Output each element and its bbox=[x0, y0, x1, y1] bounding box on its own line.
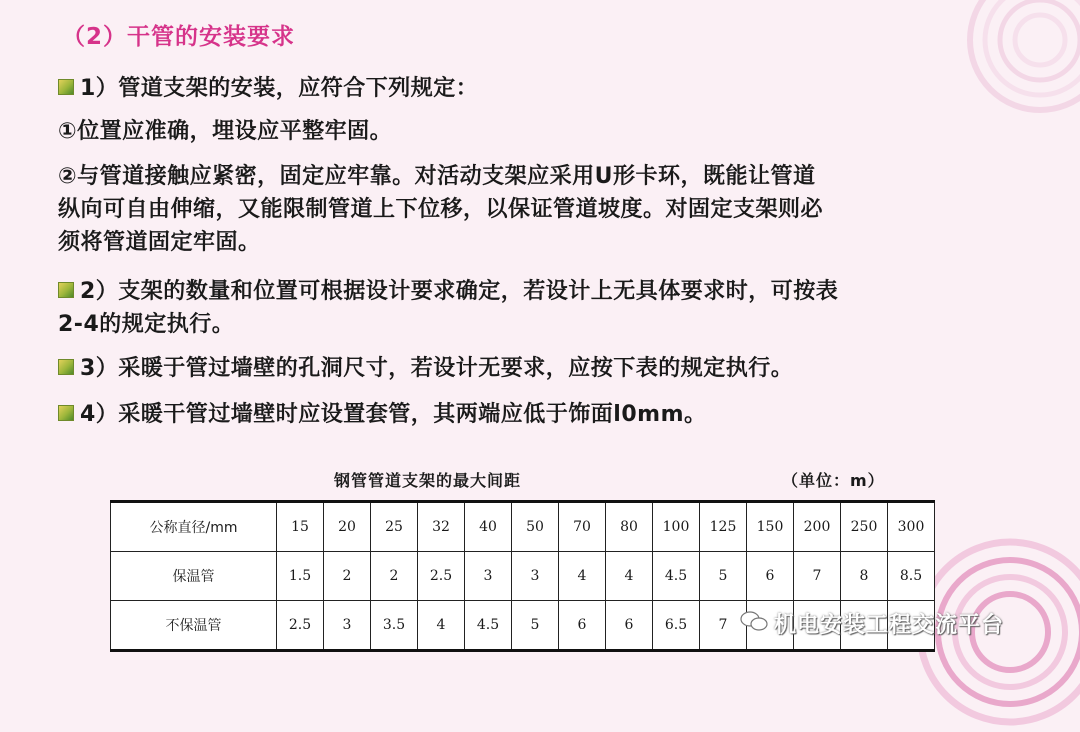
table-cell: 4 bbox=[606, 552, 653, 601]
table-cell: 2.5 bbox=[418, 552, 465, 601]
table-cell: 32 bbox=[418, 502, 465, 552]
table-cell: 125 bbox=[700, 502, 747, 552]
item-2-text: 2）支架的数量和位置可根据设计要求确定，若设计上无具体要求时，可按表 2-4的规定执行。 bbox=[58, 279, 839, 337]
table-cell: 2.5 bbox=[277, 601, 324, 651]
table-cell: 300 bbox=[888, 502, 935, 552]
item-3-text: 3）采暖于管过墙壁的孔洞尺寸，若设计无要求，应按下表的规定执行。 bbox=[58, 352, 1018, 385]
table-cell: 5 bbox=[512, 601, 559, 651]
table-row bbox=[111, 552, 935, 601]
table-cell: 80 bbox=[606, 502, 653, 552]
table-cell: 250 bbox=[841, 502, 888, 552]
table-cell: 8 bbox=[841, 552, 888, 601]
table-cell: 3.5 bbox=[371, 601, 418, 651]
table-cell: 3 bbox=[465, 552, 512, 601]
table-row bbox=[111, 502, 935, 552]
bullet-icon bbox=[58, 359, 74, 375]
table-cell: 2 bbox=[324, 552, 371, 601]
table-cell: 6 bbox=[606, 601, 653, 651]
row-label: 保温管 bbox=[111, 552, 277, 601]
table-cell: 200 bbox=[794, 502, 841, 552]
bullet-icon bbox=[58, 405, 74, 421]
table-cell: 25 bbox=[371, 502, 418, 552]
table-cell: 50 bbox=[512, 502, 559, 552]
item-1-point-2: ②与管道接触应紧密，固定应牢靠。对活动支架应采用U形卡环，既能让管道 纵向可自由伸缩，又能限制管道上下位移，以保证管道坡度。对固定支架则必 须将管道固定牢固。 bbox=[58, 164, 824, 255]
table-cell: 2 bbox=[371, 552, 418, 601]
item-4-text: 4）采暖干管过墙壁时应设置套管，其两端应低于饰面l0mm。 bbox=[58, 398, 1018, 431]
table-cell: 100 bbox=[653, 502, 700, 552]
row-label: 公称直径/mm bbox=[111, 502, 277, 552]
table-cell: 6.5 bbox=[653, 601, 700, 651]
watermark: 机电安装工程交流平台 bbox=[740, 608, 1004, 639]
table-cell: 15 bbox=[277, 502, 324, 552]
section-heading: （2）干管的安装要求 bbox=[62, 24, 296, 50]
table-cell: 6 bbox=[747, 552, 794, 601]
item-1-point-1: ①位置应准确，埋设应平整牢固。 bbox=[58, 119, 393, 144]
table-cell: 8.5 bbox=[888, 552, 935, 601]
bullet-icon bbox=[58, 282, 74, 298]
table-cell: 4 bbox=[418, 601, 465, 651]
table-cell: 7 bbox=[794, 552, 841, 601]
table-cell: 3 bbox=[324, 601, 371, 651]
row-label: 不保温管 bbox=[111, 601, 277, 651]
table-cell: 6 bbox=[559, 601, 606, 651]
table-cell: 4.5 bbox=[465, 601, 512, 651]
item-1-text: 1）管道支架的安装，应符合下列规定： bbox=[58, 72, 1018, 105]
wechat-icon bbox=[740, 610, 768, 638]
table-unit: （单位：m） bbox=[782, 471, 885, 490]
table-cell: 4 bbox=[559, 552, 606, 601]
bullet-icon bbox=[58, 79, 74, 95]
table-title: 钢管管道支架的最大间距 bbox=[334, 471, 522, 490]
table-cell: 20 bbox=[324, 502, 371, 552]
table-cell: 70 bbox=[559, 502, 606, 552]
table-cell: 1.5 bbox=[277, 552, 324, 601]
table-cell: 40 bbox=[465, 502, 512, 552]
table-cell: 3 bbox=[512, 552, 559, 601]
table-cell: 7 bbox=[700, 601, 747, 651]
table-cell: 150 bbox=[747, 502, 794, 552]
table-cell: 5 bbox=[700, 552, 747, 601]
table-cell: 4.5 bbox=[653, 552, 700, 601]
